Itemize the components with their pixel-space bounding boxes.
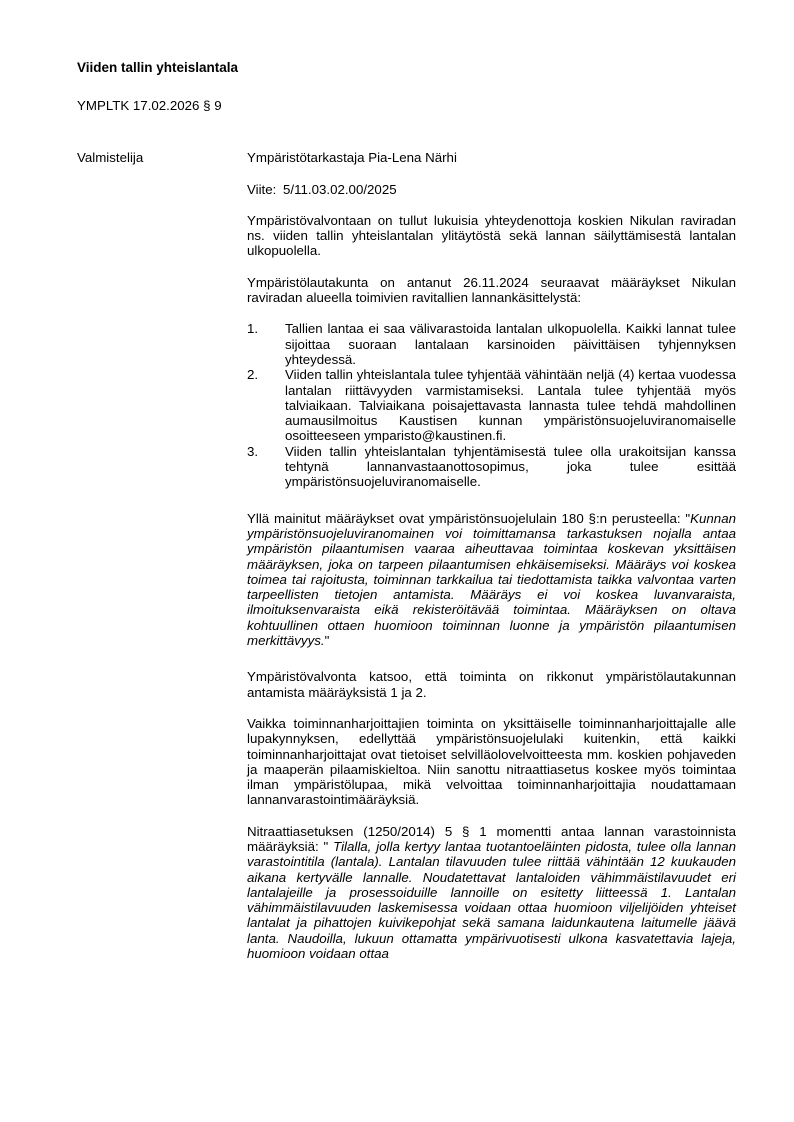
legal-basis-closing-quote: " <box>324 633 330 649</box>
order-item-2-text: Viiden tallin yhteislantala tulee tyhjentää vähintään neljä (4) kertaa vuodessa lantalan riittävyyden varmistamiseksi. Lantala tulee tyhjentää myös talviaikaan. Talviaikana poisajettavasta lannasta tulee tehdä mahdollinen aumausilmoitus Kaustisen kunnan ympäristönsuojeluviranomaiselle osoitteeseen ymparisto@kaustinen.fi. <box>285 367 736 444</box>
order-item-3-number: 3. <box>247 443 259 459</box>
order-item-2-number: 2. <box>247 367 259 383</box>
document-body <box>247 150 736 961</box>
order-item-3 <box>247 444 736 490</box>
nitrate-intro: Nitraattiasetuksen (1250/2014) 5 § 1 momentti antaa lannan varastoinnista määräyksiä: " <box>247 823 736 854</box>
paragraph-contacts: Ympäristövalvontaan on tullut lukuisia yhteydenottoja koskien Nikulan raviradan ns. viiden tallin yhteislantalan ylitäytöstä sekä lannan säilyttämisestä lantalan ulkopuolella. <box>247 212 736 259</box>
paragraph-legal-basis <box>247 511 736 649</box>
preparer-name: Ympäristötarkastaja Pia-Lena Närhi <box>247 150 457 166</box>
orders-list <box>247 321 736 489</box>
paragraph-violation: Ympäristövalvonta katsoo, että toiminta on rikkonut ympäristölautakunnan antamista määräyksistä 1 ja 2. <box>247 669 736 700</box>
legal-basis-intro: Yllä mainitut määräykset ovat ympäristönsuojelulain 180 §:n perusteella: " <box>247 510 691 526</box>
preparer-label: Valmistelija <box>77 150 144 166</box>
paragraph-obligations: Vaikka toiminnanharjoittajien toiminta on yksittäiselle toiminnanharjoittajalle alle lupakynnyksen, edellyttää ympäristönsuojelulaki kuitenkin, että kaikki toiminnanharjoittajat ovat tietoiset selvilläolovelvoitteesta mm. koskien pohjaveden ja maaperän pilaamiskieltoa. Niin sanottu nitraattiasetus koskee myös toimintaa ilman ympäristölupaa, mikä velvoittaa toiminnanharjoittajia noudattamaan lannanvarastointimääräyksiä. <box>247 715 736 808</box>
case-reference-value: 5/11.03.02.00/2025 <box>283 181 397 197</box>
order-item-1-text: Tallien lantaa ei saa välivarastoida lantalan ulkopuolella. Kaikki lannat tulee sijoittaa suoraan lantalaan karsinoiden päivittäisen tyhjennyksen yhteydessä. <box>285 321 736 367</box>
order-item-3-text: Viiden tallin yhteislantalan tyhjentämisestä tulee olla urakoitsijan kanssa tehtynä lannanvastaanottosopimus, joka tulee esittää ympäristönsuojeluviranomaiselle. <box>285 443 736 490</box>
case-reference <box>247 182 736 197</box>
preparer-row <box>77 150 736 961</box>
document-title: Viiden tallin yhteislantala <box>77 60 239 75</box>
order-item-1-number: 1. <box>247 321 259 337</box>
paragraph-orders-intro: Ympäristölautakunta on antanut 26.11.2024 seuraavat määräykset Nikulan raviradan alueella toimivien ravitallien lannankäsittelystä: <box>247 274 736 306</box>
order-item-1 <box>247 321 736 367</box>
paragraph-nitrate <box>247 824 736 962</box>
nitrate-quote: Tilalla, jolla kertyy lantaa tuotantoeläinten pidosta, tulee olla lannan varastointitila (lantala). Lantalan tilavuuden tulee riittää vähintään 12 kuukauden aikana kertyvälle lannalle. Noudatettavat lantaloiden vähimmäistilavuudet eri lantalajeille ja prosessoiduille lannoille on esitetty liitteessä 1. Lantalan vähimmäistilavuuden laskemisessa voidaan ottaa huomioon viljelijöiden yhteiset lantalat ja pihattojen kuivikepohjat sekä samana laidunkautena laitumelle jäävä lanta. Naudoilla, lukuun ottamatta ympärivuotisesti ulkona kasvatettavia lajeja, huomioon voidaan ottaa <box>247 838 736 962</box>
case-reference-label: Viite: <box>247 181 277 197</box>
meeting-reference: YMPLTK 17.02.2026 § 9 <box>77 98 222 113</box>
order-item-2 <box>247 367 736 443</box>
legal-basis-quote: Kunnan ympäristönsuojeluviranomainen voi toimittamansa tarkastuksen nojalla antaa ympäristön pilaantumisen vaaraa aiheuttavaa toimintaa koskevan yksittäisen määräyksen, joka on tarpeen pilaantumisen ehkäisemiseksi. Määräys voi koskea toimea tai rajoitusta, toiminnan tarkkailua tai tiedottamista taikka valvontaa varten tarpeellisten tietojen antamista. Määräys ei voi koskea luvanvaraista, ilmoituksenvaraista eikä rekisteröitävää toimintaa. Määräyksen on oltava kohtuullinen ottaen huomioon toiminnan luonne ja ympäristön pilaantumisen merkittävyys. <box>247 510 736 649</box>
